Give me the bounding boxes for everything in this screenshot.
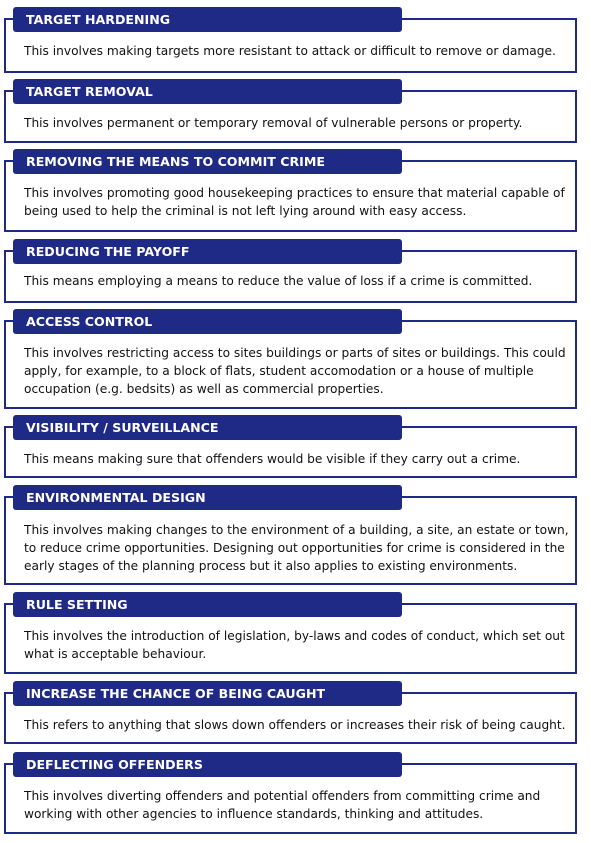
section-description: This involves restricting access to sites buildings or parts of sites or buildings. This could apply, for example, to a block of flats, student accomodation or a house of multiple occupation (e.g. bedsits) as well as commercial properties.	[24, 346, 566, 396]
section-heading: ACCESS CONTROL	[13, 309, 402, 334]
section-description: This involves making targets more resistant to attack or difficult to remove or damage.	[24, 44, 556, 58]
section-heading: RULE SETTING	[13, 592, 402, 617]
section-description: This refers to anything that slows down offenders or increases their risk of being caught.	[24, 718, 566, 732]
section-description: This involves the introduction of legislation, by-laws and codes of conduct, which set out what is acceptable behaviour.	[24, 629, 565, 661]
section-heading: INCREASE THE CHANCE OF BEING CAUGHT	[13, 681, 402, 706]
section-description: This involves making changes to the environment of a building, a site, an estate or town, to reduce crime opportunities. Designing out opportunities for crime is considered in the early stages of the planning process but it also applies to existing environments.	[24, 523, 569, 573]
section-heading: DEFLECTING OFFENDERS	[13, 752, 402, 777]
section-heading: ENVIRONMENTAL DESIGN	[13, 485, 402, 510]
section-heading: REDUCING THE PAYOFF	[13, 239, 402, 264]
section-description: This means making sure that offenders would be visible if they carry out a crime.	[24, 452, 521, 466]
section-description: This means employing a means to reduce the value of loss if a crime is committed.	[24, 274, 533, 288]
section-description: This involves permanent or temporary removal of vulnerable persons or property.	[24, 116, 523, 130]
section-heading: TARGET HARDENING	[13, 7, 402, 32]
section-heading: REMOVING THE MEANS TO COMMIT CRIME	[13, 149, 402, 174]
section-heading: VISIBILITY / SURVEILLANCE	[13, 415, 402, 440]
section-description: This involves promoting good housekeeping practices to ensure that material capable of being used to help the criminal is not left lying around with easy access.	[24, 186, 565, 218]
section-heading: TARGET REMOVAL	[13, 79, 402, 104]
section-description: This involves diverting offenders and potential offenders from committing crime and working with other agencies to influence standards, thinking and attitudes.	[24, 789, 541, 821]
